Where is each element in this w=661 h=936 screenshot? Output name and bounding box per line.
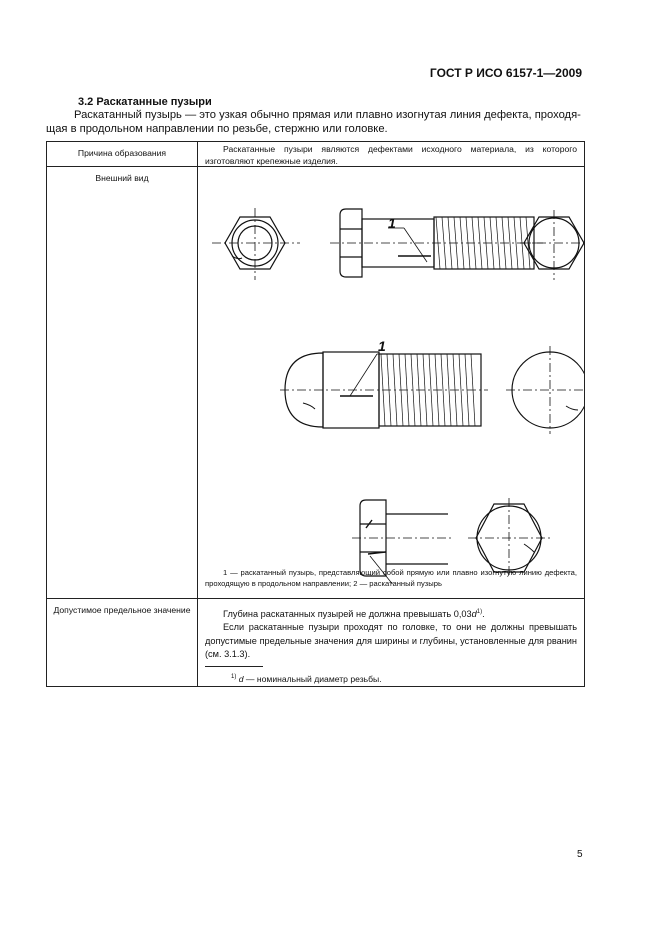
hex-head-end-view: [212, 208, 300, 280]
intro-line-2: щая в продольном направлении по резьбе, стержню или головке.: [46, 123, 388, 135]
callout-1: 1: [388, 215, 396, 231]
bolt-drawings: [198, 176, 584, 584]
page-number: 5: [577, 849, 583, 860]
footnote: $^{1)}$ d — номинальный диаметр резьбы.: [231, 674, 382, 684]
hex-bolt-side-view: [330, 209, 544, 277]
row-divider: [47, 598, 584, 599]
section-title: 3.2 Раскатанные пузыри: [78, 96, 212, 108]
document-header: ГОСТ Р ИСО 6157-1—2009: [429, 66, 582, 80]
intro-paragraph: [46, 108, 586, 136]
figure-caption: 1 — раскатанный пузырь, представляющий собой прямую или плавно изогнутую линию дефекта, проходящую в продольном направлении; 2 — раскатанный пузырь: [205, 568, 577, 588]
intro-line-1: Раскатанный пузырь — это узкая обычно прямая или плавно изогнутая линия дефекта, проходя-: [74, 109, 581, 121]
row-limit-text: Глубина раскатанных пузырей не должна превышать $0,03d^{1)}$. Если раскатанные пузыри проходят по головке, то они не должны превышать допустимые предельные значения для ширины и глубины, установленные для рванин (см. 3.1.3).: [205, 609, 577, 660]
row-cause-label: Причина образования: [77, 148, 167, 158]
row-appearance-label: Внешний вид: [95, 173, 149, 183]
row-cause-text: Раскатанные пузыри являются дефектами исходного материала, из которого изготовляют крепежные изделия.: [205, 144, 577, 166]
round-head-end-view: [506, 346, 584, 434]
footnote-rule: [205, 666, 263, 667]
round-head-bolt-side-view: [280, 352, 488, 428]
callout-1-second: 1: [378, 338, 386, 354]
defect-table: [46, 141, 585, 687]
hex-bolt-partial-end-view: [468, 498, 550, 578]
row-limit-label: Допустимое предельное значение: [53, 605, 191, 615]
